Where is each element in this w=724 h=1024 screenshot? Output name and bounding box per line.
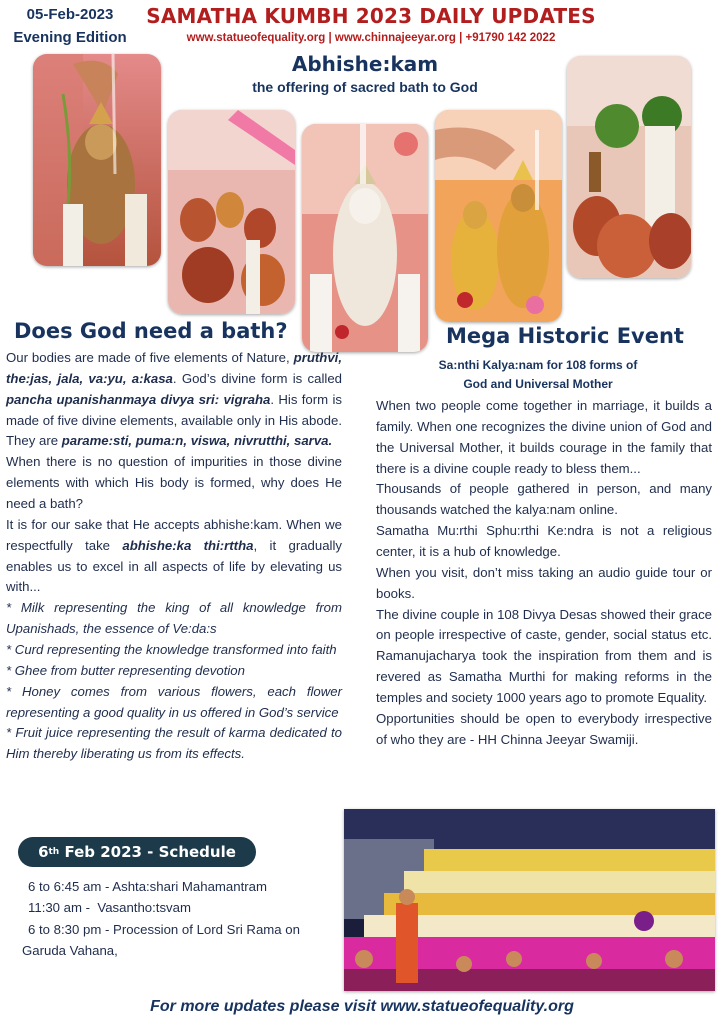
photo-deity-milk-bath	[302, 124, 428, 352]
page-title: SAMATHA KUMBH 2023 DAILY UPDATES	[146, 4, 596, 28]
photo-deity-couple-ghee	[435, 110, 562, 322]
text-span: It is for our sake that He accepts abhishe:kam. When we respectfully take	[6, 516, 342, 553]
footer-link[interactable]: www.statueofequality.org	[380, 998, 574, 1015]
event-paragraph: When two people come together in marriage, it builds a family. When one recognizes the divine union of God and the Universal Mother, it builds courage in the family that there is a divine couple ready to bless them...	[376, 398, 712, 476]
event-paragraph: Samatha Mu:rthi Sphu:rthi Ke:ndra is not a religious center, it is a hub of knowledge.	[376, 523, 712, 560]
text-span: . God’s divine form is called	[172, 370, 342, 386]
date-block	[10, 6, 130, 46]
photo-copper-pots	[567, 56, 691, 278]
elements-term: pruthvi, the:jas, jala, va:yu, a:kasa	[6, 350, 342, 386]
abhishekam-title: Abhishe:kam	[291, 52, 439, 76]
event-subtitle	[408, 356, 668, 393]
text-span: , it gradually enables us to excel in all aspects of life by elevating us with...	[6, 537, 342, 595]
thirttha-term: abhishe:ka thi:rttha	[122, 537, 254, 553]
text-span: . His form is made of five divine elements, available only in His abode. They are	[6, 391, 342, 449]
page-header	[136, 4, 606, 44]
schedule-day-suffix: th	[48, 847, 60, 857]
edition-label: Evening Edition	[13, 29, 127, 46]
schedule-item: 6 to 8:30 pm - Procession of Lord Sri Rama on	[28, 921, 300, 937]
bath-paragraph-3	[6, 515, 342, 598]
offering-item: * Honey comes from various flowers, each flower representing a good quality in us offered in God’s service	[6, 683, 342, 720]
event-paragraph: Thousands of people gathered in person, and many thousands watched the kalya:nam online.	[376, 481, 712, 518]
footer	[0, 998, 724, 1016]
schedule-item: 6 to 6:45 am - Ashta:shari Mahamantram	[28, 879, 267, 894]
offering-item: * Ghee from butter representing devotion	[6, 662, 245, 678]
divine-elements-term: parame:sti, puma:n, viswa, nivrutthi, sarva.	[61, 433, 333, 449]
event-subtitle-line-1: Sa:nthi Kalya:nam for 108 forms of	[438, 358, 638, 372]
event-paragraph: Opportunities should be open to everybody irrespective of who they are - HH Chinna Jeeyar Swamiji.	[376, 710, 712, 747]
schedule-item: 11:30 am - Vasantho:tsvam	[28, 900, 191, 916]
photo-108-deities-event	[344, 809, 715, 991]
schedule-item: Garuda Vahana,	[22, 943, 118, 959]
section-heading-bath: Does God need a bath?	[14, 319, 288, 343]
event-paragraph: The divine couple in 108 Divya Desas showed their grace on people irrespective of caste, gender, social status etc. Ramanujacharya took the inspiration from them and is revered as Samatha Murthi for making reforms in the temples and society 1000 years ago to promote Equality.	[376, 606, 712, 706]
event-subtitle-line-2: God and Universal Mother	[463, 376, 613, 391]
event-article	[376, 396, 712, 751]
bath-article	[6, 348, 342, 765]
schedule-heading	[18, 837, 256, 867]
schedule-heading-rest: Feb 2023 - Schedule	[59, 843, 236, 861]
abhishekam-subtitle: the offering of sacred bath to God	[252, 79, 478, 95]
offering-item: * Milk representing the king of all knowledge from Upanishads, the essence of Ve:da:s	[6, 600, 342, 637]
event-paragraph: When you visit, don’t miss taking an audio guide tour or books.	[376, 564, 712, 601]
offering-item: * Fruit juice representing the result of karma dedicated to Him thereby liberating us from its effects.	[6, 725, 342, 762]
bath-paragraph-1	[6, 348, 342, 452]
footer-text: For more updates please visit	[150, 998, 381, 1015]
offering-item: * Curd representing the knowledge transformed into faith	[6, 642, 337, 658]
photo-deity-bath-1	[33, 54, 161, 266]
text-span: Our bodies are made of five elements of Nature,	[6, 350, 294, 365]
abhishekam-heading	[200, 52, 530, 95]
divine-form-term: pancha upanishanmaya divya sri: vigraha	[6, 391, 271, 407]
header-links[interactable]: www.statueofequality.org | www.chinnajeeyar.org | +91790 142 2022	[186, 32, 556, 44]
schedule-list	[22, 876, 342, 962]
bath-paragraph-2: When there is no question of impurities in those divine elements with which His body is formed, why does He need a bath?	[6, 454, 342, 512]
section-heading-event: Mega Historic Event	[446, 324, 684, 348]
schedule-day: 6	[38, 843, 49, 861]
photo-ritual-vessels	[168, 110, 295, 314]
edition-date: 05-Feb-2023	[26, 6, 114, 23]
